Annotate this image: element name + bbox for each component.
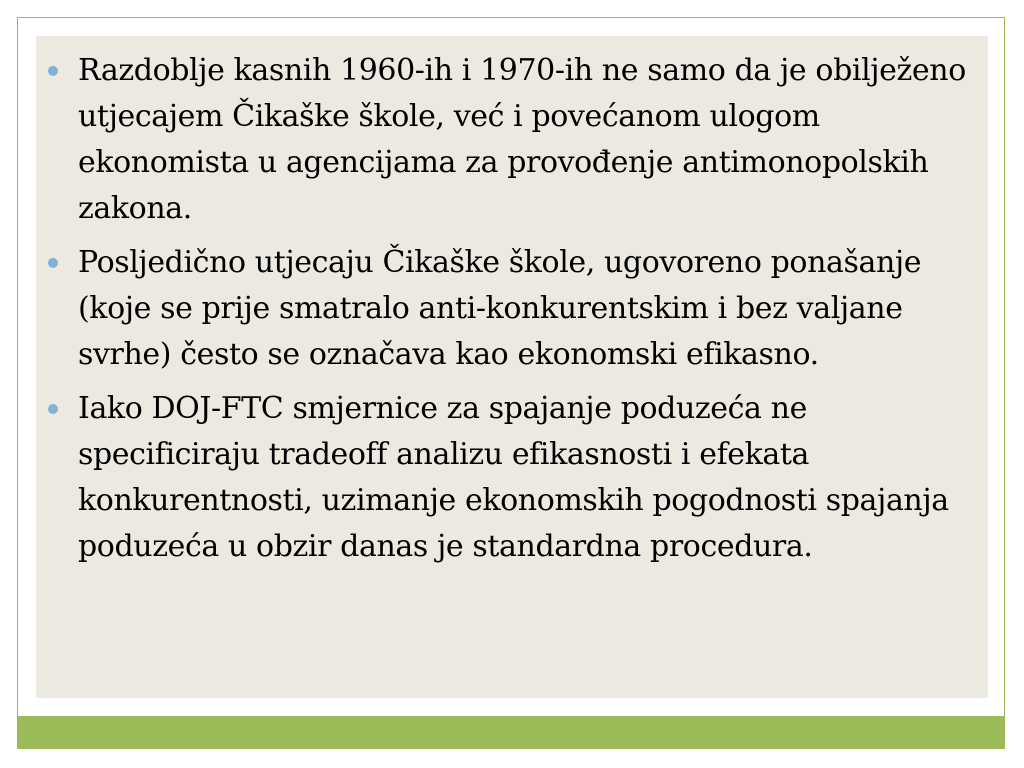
bullet-dot-icon <box>48 258 58 268</box>
bullet-item <box>78 386 978 570</box>
bullet-list <box>78 48 978 578</box>
footer-bar <box>17 716 1005 749</box>
bullet-item <box>78 240 978 378</box>
bullet-dot-icon <box>48 404 58 414</box>
bullet-dot-icon <box>48 66 58 76</box>
bullet-text: Posljedično utjecaju Čikaške škole, ugovoreno ponašanje (koje se prije smatralo anti-konkurentskim i bez valjane svrhe) često se označava kao ekonomski efikasno. <box>78 245 922 372</box>
bullet-text: Iako DOJ-FTC smjernice za spajanje poduzeća ne specificiraju tradeoff analizu efikasnosti i efekata konkurentnosti, uzimanje ekonomskih pogodnosti spajanja poduzeća u obzir danas je standardna procedura. <box>78 391 949 564</box>
bullet-text: Razdoblje kasnih 1960-ih i 1970-ih ne samo da je obilježeno utjecajem Čikaške škole, već i povećanom ulogom ekonomista u agencijama za provođenje antimonopolskih zakona. <box>78 53 966 226</box>
bullet-item <box>78 48 978 232</box>
content-panel <box>36 36 988 698</box>
